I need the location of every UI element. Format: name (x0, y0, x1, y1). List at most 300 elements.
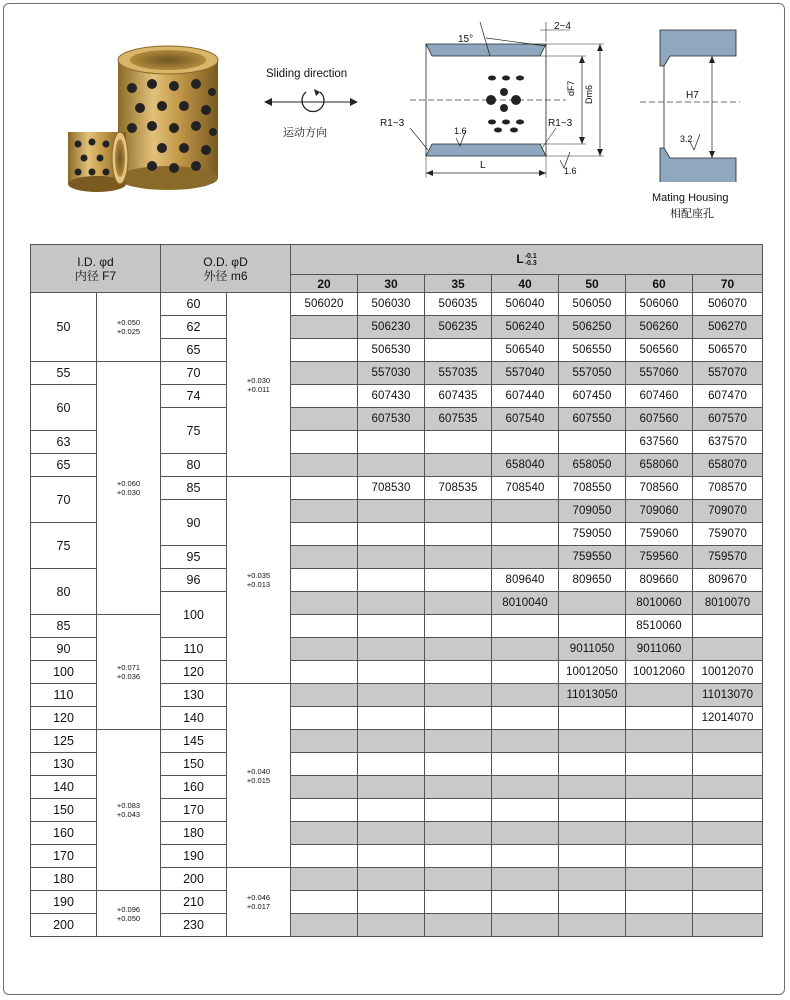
part-code-cell (291, 454, 358, 477)
id-header (31, 245, 161, 293)
chamfer-label: 2~4 (554, 21, 571, 32)
part-code-cell: 708530 (358, 477, 425, 500)
part-code-cell (425, 914, 492, 937)
id-tolerance (97, 615, 161, 730)
od-value: 160 (161, 776, 227, 799)
id-value: 70 (31, 477, 97, 523)
part-code-cell (291, 891, 358, 914)
id-value: 110 (31, 684, 97, 707)
part-code-cell: 557050 (559, 362, 626, 385)
part-code-cell: 557030 (358, 362, 425, 385)
sliding-direction-icon (262, 84, 362, 120)
part-code-cell: 506235 (425, 316, 492, 339)
part-code-cell: 506570 (693, 339, 763, 362)
length-col: 30 (358, 275, 425, 293)
part-code-cell (358, 707, 425, 730)
part-code-cell (559, 431, 626, 454)
od-tolerance (227, 868, 291, 937)
table-row (31, 362, 763, 385)
part-code-cell (693, 799, 763, 822)
part-code-cell (358, 500, 425, 523)
part-code-cell (358, 868, 425, 891)
part-code-cell (291, 477, 358, 500)
part-code-cell (291, 408, 358, 431)
part-code-cell (492, 638, 559, 661)
part-code-cell (291, 615, 358, 638)
tolerance-upper: +0.035 (246, 571, 271, 580)
bushing-section-drawing (370, 16, 610, 186)
length-header-label: L (516, 252, 524, 267)
part-code-cell (291, 546, 358, 569)
part-code-cell (425, 339, 492, 362)
od-value: 140 (161, 707, 227, 730)
part-code-cell (291, 753, 358, 776)
part-code-cell: 10012050 (559, 661, 626, 684)
housing-roughness-label: 3.2 (680, 134, 693, 144)
od-value: 85 (161, 477, 227, 500)
length-col: 60 (626, 275, 693, 293)
part-code-cell: 809650 (559, 569, 626, 592)
id-value: 190 (31, 891, 97, 914)
part-code-cell (291, 799, 358, 822)
part-code-cell (291, 914, 358, 937)
part-code-cell (425, 523, 492, 546)
length-tolerance-upper: -0.1 (524, 252, 537, 260)
part-code-cell: 637560 (626, 431, 693, 454)
part-code-cell (693, 638, 763, 661)
part-code-cell: 557070 (693, 362, 763, 385)
part-code-cell: 607460 (626, 385, 693, 408)
radius-right-label: R1~3 (548, 118, 573, 129)
part-code-cell (492, 661, 559, 684)
part-code-cell: 708540 (492, 477, 559, 500)
part-code-cell (626, 868, 693, 891)
part-code-cell (492, 914, 559, 937)
part-code-cell (492, 684, 559, 707)
part-code-cell (291, 316, 358, 339)
od-value: 75 (161, 408, 227, 454)
part-code-cell: 506230 (358, 316, 425, 339)
tolerance-upper: +0.071 (116, 663, 141, 672)
part-code-cell: 506260 (626, 316, 693, 339)
part-code-cell (425, 569, 492, 592)
bushing-spec-table (30, 244, 763, 937)
table-row (31, 615, 763, 638)
od-value: 130 (161, 684, 227, 707)
od-value: 170 (161, 799, 227, 822)
part-code-cell (693, 914, 763, 937)
id-tolerance (97, 293, 161, 362)
part-code-cell (358, 822, 425, 845)
id-value: 200 (31, 914, 97, 937)
part-code-cell: 607435 (425, 385, 492, 408)
part-code-cell (358, 776, 425, 799)
part-code-cell (559, 730, 626, 753)
table-row (31, 891, 763, 914)
id-value: 125 (31, 730, 97, 753)
roughness-inner-label: 1.6 (454, 126, 467, 136)
tolerance-upper: +0.030 (246, 375, 271, 385)
part-code-cell (291, 638, 358, 661)
part-code-cell: 809670 (693, 569, 763, 592)
part-code-cell (626, 799, 693, 822)
tolerance-lower: +0.011 (247, 384, 270, 394)
part-code-cell: 11013050 (559, 684, 626, 707)
part-code-cell (693, 776, 763, 799)
part-code-cell: 506060 (626, 293, 693, 316)
inner-dia-label: dF7 (566, 80, 576, 96)
part-code-cell (291, 362, 358, 385)
part-code-cell: 759060 (626, 523, 693, 546)
part-code-cell (291, 776, 358, 799)
outer-dia-label: Dm6 (584, 84, 594, 104)
part-code-cell (626, 707, 693, 730)
part-code-cell: 809640 (492, 569, 559, 592)
part-code-cell: 658050 (559, 454, 626, 477)
part-code-cell (425, 707, 492, 730)
sliding-direction-cn-label: 运动方向 (283, 127, 327, 139)
part-code-cell: 506550 (559, 339, 626, 362)
part-code-cell: 506560 (626, 339, 693, 362)
part-code-cell (291, 868, 358, 891)
od-value: 74 (161, 385, 227, 408)
part-code-cell: 557035 (425, 362, 492, 385)
part-code-cell: 759550 (559, 546, 626, 569)
id-value: 85 (31, 615, 97, 638)
part-code-cell: 607530 (358, 408, 425, 431)
part-code-cell (559, 707, 626, 730)
part-code-cell: 607470 (693, 385, 763, 408)
part-code-cell (358, 661, 425, 684)
od-header (161, 245, 291, 293)
id-value: 50 (31, 293, 97, 362)
id-header-en: I.D. φd (77, 254, 114, 269)
od-tolerance (227, 684, 291, 868)
part-code-cell (693, 753, 763, 776)
part-code-cell: 557040 (492, 362, 559, 385)
part-code-cell (425, 454, 492, 477)
part-code-cell (492, 523, 559, 546)
part-code-cell (291, 661, 358, 684)
part-code-cell (425, 891, 492, 914)
part-code-cell (358, 569, 425, 592)
tolerance-lower: +0.036 (116, 672, 141, 681)
mating-housing-label: Mating Housing (652, 192, 729, 204)
tolerance-lower: +0.043 (116, 810, 141, 819)
part-code-cell (291, 500, 358, 523)
part-code-cell (291, 845, 358, 868)
part-code-cell: 506270 (693, 316, 763, 339)
part-code-cell (291, 684, 358, 707)
id-value: 55 (31, 362, 97, 385)
part-code-cell (559, 615, 626, 638)
length-tolerance (525, 253, 537, 267)
id-tolerance (97, 891, 161, 937)
part-code-cell (425, 592, 492, 615)
part-code-cell: 8010060 (626, 592, 693, 615)
part-code-cell (358, 684, 425, 707)
part-code-cell (291, 822, 358, 845)
od-value: 100 (161, 592, 227, 638)
tolerance-lower: +0.017 (246, 902, 271, 911)
id-tolerance (97, 730, 161, 891)
od-value: 230 (161, 914, 227, 937)
part-code-cell: 8010040 (492, 592, 559, 615)
part-code-cell (425, 799, 492, 822)
part-code-cell: 709050 (559, 500, 626, 523)
id-value: 130 (31, 753, 97, 776)
tolerance-lower: +0.050 (116, 913, 141, 923)
part-code-cell (358, 454, 425, 477)
part-code-cell (693, 845, 763, 868)
tolerance-upper: +0.096 (116, 904, 141, 914)
tolerance-upper: +0.046 (246, 893, 271, 902)
part-code-cell (358, 753, 425, 776)
od-value: 90 (161, 500, 227, 546)
part-code-cell: 557060 (626, 362, 693, 385)
part-code-cell: 658070 (693, 454, 763, 477)
id-value: 170 (31, 845, 97, 868)
part-code-cell (358, 730, 425, 753)
tolerance-upper: +0.060 (116, 479, 141, 488)
id-value: 63 (31, 431, 97, 454)
roughness-outer-label: 1.6 (564, 166, 577, 176)
part-code-cell (626, 753, 693, 776)
part-code-cell (291, 385, 358, 408)
part-code-cell (559, 891, 626, 914)
part-code-cell: 709060 (626, 500, 693, 523)
od-value: 62 (161, 316, 227, 339)
od-value: 150 (161, 753, 227, 776)
part-code-cell (291, 431, 358, 454)
id-value: 150 (31, 799, 97, 822)
tolerance-upper: +0.083 (116, 801, 141, 810)
tolerance-lower: +0.025 (116, 327, 141, 336)
part-code-cell (425, 431, 492, 454)
part-code-cell: 506040 (492, 293, 559, 316)
part-code-cell: 709070 (693, 500, 763, 523)
part-code-cell: 708560 (626, 477, 693, 500)
od-value: 120 (161, 661, 227, 684)
part-code-cell (693, 868, 763, 891)
part-code-cell (358, 891, 425, 914)
part-code-cell (626, 891, 693, 914)
part-code-cell: 9011050 (559, 638, 626, 661)
od-value: 95 (161, 546, 227, 569)
part-code-cell (693, 615, 763, 638)
part-code-cell: 708550 (559, 477, 626, 500)
id-value: 180 (31, 868, 97, 891)
part-code-cell (626, 684, 693, 707)
part-code-cell (425, 845, 492, 868)
sliding-direction-label: Sliding direction (266, 68, 348, 80)
od-value: 60 (161, 293, 227, 316)
part-code-cell (425, 868, 492, 891)
id-value: 60 (31, 385, 97, 431)
part-code-cell: 11013070 (693, 684, 763, 707)
part-code-cell: 506050 (559, 293, 626, 316)
part-code-cell (291, 592, 358, 615)
part-code-cell: 506070 (693, 293, 763, 316)
length-col: 70 (693, 275, 763, 293)
part-code-cell (559, 592, 626, 615)
od-value: 210 (161, 891, 227, 914)
part-code-cell: 8010070 (693, 592, 763, 615)
part-code-cell: 759560 (626, 546, 693, 569)
part-code-cell: 607535 (425, 408, 492, 431)
part-code-cell (358, 431, 425, 454)
id-value: 160 (31, 822, 97, 845)
part-code-cell (425, 753, 492, 776)
od-tolerance (227, 477, 291, 684)
od-value: 145 (161, 730, 227, 753)
part-code-cell (425, 500, 492, 523)
od-value: 65 (161, 339, 227, 362)
part-code-cell (291, 339, 358, 362)
part-code-cell (492, 730, 559, 753)
part-code-cell (291, 707, 358, 730)
bushing-photo (60, 40, 230, 200)
id-value: 80 (31, 569, 97, 615)
table-row (31, 293, 763, 316)
length-col: 50 (559, 275, 626, 293)
part-code-cell (358, 615, 425, 638)
id-value: 90 (31, 638, 97, 661)
part-code-cell (291, 569, 358, 592)
od-header-cn: 外径 m6 (203, 268, 248, 283)
length-col: 35 (425, 275, 492, 293)
part-code-cell (626, 845, 693, 868)
part-code-cell: 10012070 (693, 661, 763, 684)
od-value: 180 (161, 822, 227, 845)
id-header-cn: 内径 F7 (74, 268, 117, 283)
part-code-cell (559, 753, 626, 776)
part-code-cell (559, 776, 626, 799)
id-value: 120 (31, 707, 97, 730)
part-code-cell: 607570 (693, 408, 763, 431)
part-code-cell (559, 822, 626, 845)
mating-housing-drawing (640, 22, 740, 182)
part-code-cell (425, 822, 492, 845)
length-tolerance-lower: -0.3 (524, 259, 537, 267)
part-code-cell: 506540 (492, 339, 559, 362)
part-code-cell (358, 592, 425, 615)
part-code-cell (626, 776, 693, 799)
part-code-cell: 506240 (492, 316, 559, 339)
part-code-cell (492, 822, 559, 845)
part-code-cell (492, 707, 559, 730)
part-code-cell: 506250 (559, 316, 626, 339)
id-value: 75 (31, 523, 97, 569)
id-value: 65 (31, 454, 97, 477)
od-header-en: O.D. φD (203, 254, 248, 269)
radius-left-label: R1~3 (380, 118, 405, 129)
part-code-cell (425, 730, 492, 753)
id-value: 100 (31, 661, 97, 684)
part-code-cell: 607450 (559, 385, 626, 408)
length-col: 20 (291, 275, 358, 293)
part-code-cell: 607440 (492, 385, 559, 408)
part-code-cell (291, 523, 358, 546)
part-code-cell: 658040 (492, 454, 559, 477)
length-dim-label: L (480, 160, 486, 171)
part-code-cell: 809660 (626, 569, 693, 592)
length-header (291, 245, 763, 275)
tolerance-lower: +0.030 (116, 488, 141, 497)
part-code-cell (626, 730, 693, 753)
part-code-cell (492, 500, 559, 523)
part-code-cell (492, 845, 559, 868)
part-code-cell: 708535 (425, 477, 492, 500)
od-value: 190 (161, 845, 227, 868)
part-code-cell (358, 638, 425, 661)
part-code-cell: 607430 (358, 385, 425, 408)
part-code-cell (626, 822, 693, 845)
part-code-cell (559, 914, 626, 937)
mating-housing-cn-label: 相配座孔 (670, 208, 714, 220)
tolerance-lower: +0.013 (246, 580, 271, 589)
id-tolerance (97, 362, 161, 615)
part-code-cell (358, 914, 425, 937)
part-code-cell: 708570 (693, 477, 763, 500)
part-code-cell: 759070 (693, 523, 763, 546)
part-code-cell (559, 799, 626, 822)
od-tolerance (227, 293, 291, 477)
part-code-cell: 506035 (425, 293, 492, 316)
part-code-cell: 506020 (291, 293, 358, 316)
part-code-cell: 607540 (492, 408, 559, 431)
part-code-cell (358, 845, 425, 868)
part-code-cell (693, 822, 763, 845)
part-code-cell (626, 914, 693, 937)
tolerance-upper: +0.040 (246, 766, 271, 776)
tolerance-lower: +0.015 (246, 775, 271, 785)
od-value: 96 (161, 569, 227, 592)
part-code-cell (425, 661, 492, 684)
part-code-cell: 8510060 (626, 615, 693, 638)
housing-fit-label: H7 (686, 90, 699, 101)
part-code-cell (693, 730, 763, 753)
part-code-cell (492, 615, 559, 638)
part-code-cell (559, 845, 626, 868)
length-col: 40 (492, 275, 559, 293)
part-code-cell (492, 753, 559, 776)
part-code-cell (492, 891, 559, 914)
od-value: 80 (161, 454, 227, 477)
part-code-cell: 506030 (358, 293, 425, 316)
part-code-cell (492, 546, 559, 569)
part-code-cell (358, 546, 425, 569)
part-code-cell: 759050 (559, 523, 626, 546)
part-code-cell: 759570 (693, 546, 763, 569)
part-code-cell (492, 868, 559, 891)
part-code-cell (492, 776, 559, 799)
part-code-cell (492, 431, 559, 454)
part-code-cell (425, 776, 492, 799)
part-code-cell (425, 546, 492, 569)
part-code-cell (425, 615, 492, 638)
part-code-cell: 10012060 (626, 661, 693, 684)
part-code-cell (358, 799, 425, 822)
od-value: 110 (161, 638, 227, 661)
part-code-cell (291, 730, 358, 753)
od-value: 70 (161, 362, 227, 385)
tolerance-upper: +0.050 (116, 318, 141, 327)
part-code-cell (425, 638, 492, 661)
part-code-cell (425, 684, 492, 707)
part-code-cell (492, 799, 559, 822)
part-code-cell: 607560 (626, 408, 693, 431)
